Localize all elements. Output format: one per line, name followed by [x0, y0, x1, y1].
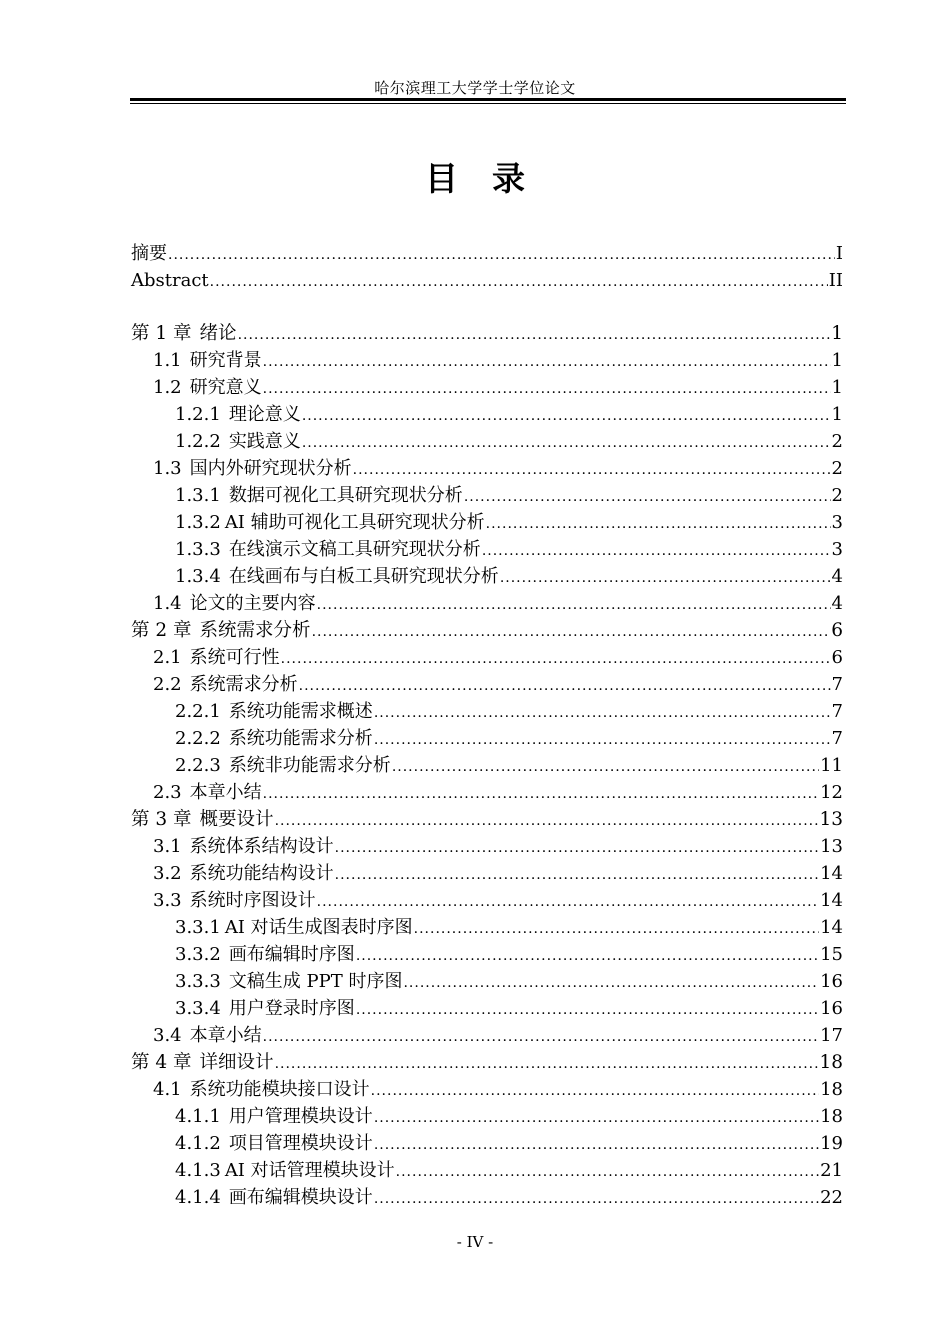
toc-entry-number: 第 1 章: [131, 323, 192, 344]
toc-page-number: 1: [831, 350, 843, 371]
toc-entry-label: Abstract: [131, 270, 209, 291]
toc-entry-label: 论文的主要内容: [189, 593, 316, 614]
toc-page-number: 18: [820, 1079, 843, 1100]
dot-leader: [275, 1051, 819, 1078]
toc-page-number: II: [828, 270, 843, 291]
dot-leader: [263, 349, 831, 376]
toc-entry-number: 3.3: [153, 890, 182, 911]
toc-entry-number: 第 2 章: [131, 620, 192, 641]
dot-leader: [275, 808, 819, 835]
toc-page-number: 22: [820, 1187, 843, 1208]
toc-entry-label: 系统功能模块接口设计: [189, 1079, 370, 1100]
toc-page-number: 14: [820, 890, 843, 911]
toc-page-number: 1: [831, 323, 843, 344]
page-number-footer: - IV -: [456, 1233, 494, 1251]
toc-page-number: 3: [831, 539, 843, 560]
toc-entry-number: 第 3 章: [131, 809, 192, 830]
toc-entry-number: 1.3.1: [175, 485, 221, 506]
toc-entry-number: 3.3.1: [175, 917, 221, 938]
toc-entry-label: 画布编辑时序图: [228, 944, 355, 965]
toc-entry-title: [175, 914, 413, 941]
toc-title-right: 录: [492, 159, 525, 198]
toc-entry-number: 2.2.2: [175, 728, 221, 749]
toc-entry[interactable]: [131, 590, 843, 617]
toc-entry-title: [175, 1130, 373, 1157]
header-rule-thin: [130, 103, 846, 104]
toc-entry-title: [131, 617, 311, 644]
toc-entry-number: 1.4: [153, 593, 182, 614]
toc-entry-number: 4.1: [153, 1079, 182, 1100]
toc-entry-number: 1.1: [153, 350, 182, 371]
toc-entry-label: 系统功能结构设计: [189, 863, 334, 884]
toc-page-number: 19: [820, 1133, 843, 1154]
toc-entry[interactable]: [131, 995, 843, 1022]
toc-entry-label: 国内外研究现状分析: [189, 458, 352, 479]
toc-entry[interactable]: [131, 914, 843, 941]
toc-entry-label: 系统体系结构设计: [189, 836, 334, 857]
toc-page-number: 13: [819, 809, 843, 830]
dot-leader: [374, 1105, 819, 1132]
toc-entry[interactable]: [131, 374, 843, 401]
toc-entry-title: [175, 1157, 395, 1184]
toc-entry-title: [175, 725, 373, 752]
dot-leader: [312, 619, 831, 646]
toc-entry-title: [175, 428, 301, 455]
toc-entry-label: AI 对话生成图表时序图: [224, 917, 413, 938]
toc-entry-title: [153, 644, 280, 671]
dot-leader: [482, 538, 831, 565]
dot-leader: [353, 457, 831, 484]
toc-page-number: 18: [820, 1106, 843, 1127]
toc-entry-label: 用户管理模块设计: [228, 1106, 373, 1127]
toc-entry-number: 3.3.3: [175, 971, 221, 992]
toc-entry[interactable]: [131, 347, 843, 374]
toc-entry-label: 项目管理模块设计: [228, 1133, 373, 1154]
toc-entry-label: 系统可行性: [189, 647, 280, 668]
toc-entry-number: 4.1.2: [175, 1133, 221, 1154]
toc-entry-label: 本章小结: [189, 1025, 262, 1046]
toc-entry-title: [175, 536, 481, 563]
dot-leader: [317, 889, 819, 916]
toc-entry[interactable]: [131, 509, 843, 536]
toc-entry-number: 3.3.4: [175, 998, 221, 1019]
toc-page-number: 12: [820, 782, 843, 803]
dot-leader: [238, 322, 831, 349]
toc-page-number: 6: [831, 620, 843, 641]
toc-entry-number: 3.3.2: [175, 944, 221, 965]
toc-page-number: 11: [820, 755, 843, 776]
toc-entry[interactable]: [131, 779, 843, 806]
toc-entry-title: [153, 833, 334, 860]
toc-entry-title: [153, 374, 262, 401]
toc-entry[interactable]: [131, 482, 843, 509]
dot-leader: [335, 835, 819, 862]
toc-page-number: 14: [820, 917, 843, 938]
dot-leader: [302, 403, 831, 430]
header-rule-thick: [130, 98, 846, 101]
toc-entry-title: [175, 752, 391, 779]
toc-entry-title: [153, 347, 262, 374]
toc-entry-title: [131, 1049, 274, 1076]
toc-page-number: 13: [820, 836, 843, 857]
toc-entry[interactable]: [131, 240, 843, 267]
table-of-contents: [131, 240, 843, 1211]
toc-entry[interactable]: [131, 833, 843, 860]
toc-entry[interactable]: [131, 428, 843, 455]
dot-leader: [464, 484, 831, 511]
dot-leader: [302, 430, 831, 457]
toc-entry-label: 绪论: [199, 323, 237, 344]
toc-entry-number: 1.3.4: [175, 566, 221, 587]
toc-entry-label: 系统功能需求概述: [228, 701, 373, 722]
toc-entry[interactable]: [131, 671, 843, 698]
toc-entry[interactable]: [131, 1076, 843, 1103]
toc-entry-title: [153, 671, 298, 698]
toc-entry-number: 3.2: [153, 863, 182, 884]
running-header: 哈尔滨理工大学学士学位论文: [374, 79, 576, 97]
toc-entry-title: [175, 698, 373, 725]
toc-page-number: 3: [831, 512, 843, 533]
toc-entry[interactable]: [131, 1157, 843, 1184]
toc-entry-label: 摘要: [131, 243, 167, 264]
toc-page-number: 14: [820, 863, 843, 884]
dot-leader: [374, 727, 831, 754]
toc-entry-label: 研究背景: [189, 350, 262, 371]
toc-entry[interactable]: [131, 941, 843, 968]
dot-leader: [299, 673, 831, 700]
toc-entry[interactable]: [131, 1022, 843, 1049]
dot-leader: [263, 1024, 819, 1051]
toc-entry[interactable]: [131, 1184, 843, 1211]
toc-entry-title: [131, 240, 167, 267]
toc-page-number: 21: [820, 1160, 843, 1181]
toc-entry-number: 1.2.2: [175, 431, 221, 452]
toc-page-number: 1: [831, 377, 843, 398]
dot-leader: [374, 700, 831, 727]
toc-page-number: 16: [820, 998, 843, 1019]
dot-leader: [335, 862, 819, 889]
dot-leader: [263, 376, 831, 403]
toc-entry-title: [175, 401, 301, 428]
toc-entry-label: 研究意义: [189, 377, 262, 398]
toc-entry-label: 系统功能需求分析: [228, 728, 373, 749]
toc-page-number: I: [835, 243, 843, 264]
toc-entry-title: [153, 887, 316, 914]
toc-entry-title: [175, 563, 499, 590]
toc-entry-title: [175, 968, 402, 995]
toc-entry[interactable]: [131, 725, 843, 752]
toc-entry-number: 2.1: [153, 647, 182, 668]
dot-leader: [281, 646, 831, 673]
toc-page-number: 4: [831, 593, 843, 614]
dot-leader: [168, 242, 835, 269]
toc-entry[interactable]: [131, 860, 843, 887]
toc-entry[interactable]: [131, 1130, 843, 1157]
toc-chapter-entry[interactable]: [131, 806, 843, 833]
toc-entry-label: 在线画布与白板工具研究现状分析: [228, 566, 499, 587]
toc-entry-number: 1.3: [153, 458, 182, 479]
toc-entry-label: 文稿生成 PPT 时序图: [228, 971, 403, 992]
toc-entry-number: 1.2: [153, 377, 182, 398]
toc-entry-title: [131, 267, 209, 294]
toc-page-number: 4: [831, 566, 843, 587]
toc-page-number: 1: [831, 404, 843, 425]
toc-entry[interactable]: [131, 267, 843, 294]
dot-leader: [210, 269, 828, 296]
toc-entry-label: 数据可视化工具研究现状分析: [228, 485, 463, 506]
toc-entry[interactable]: [131, 401, 843, 428]
toc-entry-label: 系统需求分析: [189, 674, 298, 695]
dot-leader: [263, 781, 819, 808]
toc-entry-label: AI 对话管理模块设计: [224, 1160, 395, 1181]
toc-entry-label: 用户登录时序图: [228, 998, 355, 1019]
dot-leader: [500, 565, 831, 592]
toc-chapter-entry[interactable]: [131, 320, 843, 347]
toc-entry[interactable]: [131, 698, 843, 725]
toc-page-number: 2: [831, 485, 843, 506]
toc-entry-title: [175, 995, 355, 1022]
toc-entry-number: 3.1: [153, 836, 182, 857]
toc-entry-number: 1.2.1: [175, 404, 221, 425]
toc-entry[interactable]: [131, 563, 843, 590]
toc-entry-number: 4.1.4: [175, 1187, 221, 1208]
toc-entry-title: [175, 509, 485, 536]
toc-entry-label: 系统时序图设计: [189, 890, 316, 911]
toc-entry-number: 4.1.3: [175, 1160, 221, 1181]
toc-entry-title: [175, 1103, 373, 1130]
toc-page-number: 17: [820, 1025, 843, 1046]
toc-entry-label: 详细设计: [199, 1052, 274, 1073]
toc-page-number: 7: [831, 674, 843, 695]
toc-entry[interactable]: [131, 455, 843, 482]
dot-leader: [374, 1132, 819, 1159]
toc-entry-number: 4.1.1: [175, 1106, 221, 1127]
toc-page-number: 2: [831, 458, 843, 479]
toc-entry-title: [153, 860, 334, 887]
toc-entry-number: 1.3.2: [175, 512, 221, 533]
toc-entry-title: [175, 482, 463, 509]
dot-leader: [392, 754, 819, 781]
toc-chapter-entry[interactable]: [131, 1049, 843, 1076]
toc-entry[interactable]: [131, 752, 843, 779]
toc-entry-title: [131, 320, 237, 347]
toc-entry-title: [153, 590, 316, 617]
dot-leader: [414, 916, 819, 943]
toc-entry[interactable]: [131, 536, 843, 563]
toc-entry-number: 第 4 章: [131, 1052, 192, 1073]
toc-entry-label: 本章小结: [189, 782, 262, 803]
dot-leader: [486, 511, 831, 538]
toc-entry-number: 3.4: [153, 1025, 182, 1046]
toc-entry-title: [153, 1076, 370, 1103]
toc-entry-title: [153, 455, 352, 482]
toc-page-number: 15: [820, 944, 843, 965]
toc-entry-label: 在线演示文稿工具研究现状分析: [228, 539, 481, 560]
toc-title: [0, 153, 950, 200]
toc-entry-title: [131, 806, 274, 833]
dot-leader: [371, 1078, 819, 1105]
toc-entry-label: 实践意义: [228, 431, 301, 452]
toc-entry-number: 2.3: [153, 782, 182, 803]
dot-leader: [356, 997, 819, 1024]
toc-title-left: 目: [425, 159, 458, 198]
dot-leader: [356, 943, 819, 970]
toc-entry-title: [153, 779, 262, 806]
toc-entry-label: 画布编辑模块设计: [228, 1187, 373, 1208]
toc-entry[interactable]: [131, 1103, 843, 1130]
toc-page-number: 7: [831, 701, 843, 722]
toc-chapter-entry[interactable]: [131, 617, 843, 644]
toc-entry-title: [175, 1184, 373, 1211]
toc-entry-number: 2.2.1: [175, 701, 221, 722]
toc-page-number: 7: [831, 728, 843, 749]
dot-leader: [374, 1186, 819, 1213]
dot-leader: [396, 1159, 819, 1186]
toc-entry-label: AI 辅助可视化工具研究现状分析: [224, 512, 485, 533]
toc-entry-title: [153, 1022, 262, 1049]
toc-entry-number: 1.3.3: [175, 539, 221, 560]
toc-page-number: 6: [831, 647, 843, 668]
toc-page-number: 16: [820, 971, 843, 992]
toc-page-number: 2: [831, 431, 843, 452]
dot-leader: [317, 592, 831, 619]
toc-entry-title: [175, 941, 355, 968]
toc-entry-number: 2.2.3: [175, 755, 221, 776]
toc-entry-number: 2.2: [153, 674, 182, 695]
toc-entry-label: 理论意义: [228, 404, 301, 425]
toc-entry-label: 系统需求分析: [199, 620, 311, 641]
toc-page-number: 18: [819, 1052, 843, 1073]
toc-entry[interactable]: [131, 968, 843, 995]
toc-entry-label: 系统非功能需求分析: [228, 755, 391, 776]
toc-entry-label: 概要设计: [199, 809, 274, 830]
dot-leader: [403, 970, 819, 997]
toc-entry[interactable]: [131, 644, 843, 671]
toc-entry[interactable]: [131, 887, 843, 914]
